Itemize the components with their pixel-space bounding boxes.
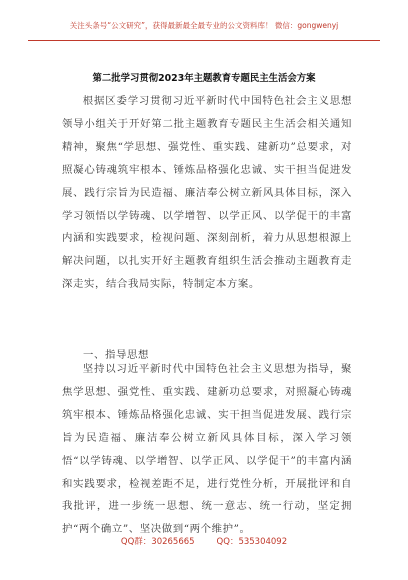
footer-qq-group-number: 30265665 xyxy=(151,537,195,547)
footer-qq-number: 535304092 xyxy=(238,537,288,547)
footer-qq-group-label: QQ群： xyxy=(120,537,152,547)
document-title: 第二批学习贯彻2023年主题教育专题民主生活会方案 xyxy=(92,73,316,84)
paragraph-intro: 根据区委学习贯彻习近平新时代中国特色社会主义思想领导小组关于开好第二批主题教育专题民主生活会相关通知精神，聚焦“学思想、强党性、重实践、建新功”总要求，对照凝心铸魂筑牢根本、锤炼品格强化忠诚、实干担当促进发展、践行宗旨为民造福、廉洁奉公树立新风具体目标，深入学习领悟以学铸魂、以学增智、以学正风、以学促干的丰富内涵和实践要求，检视问题、深刻剖析，着力从思想根源上解决问题，以扎实开好主题教育组织生活会推动主题教育走深走实，结合我局实际，特制定本方案。 xyxy=(62,95,352,291)
header-divider xyxy=(28,40,380,41)
paragraph-guiding-ideology: 坚持以习近平新时代中国特色社会主义思想为指导，聚焦学思想、强党性、重实践、建新功总要求，对照凝心铸魂筑牢根本、锤炼品格强化忠诚、实干担当促进发展、践行宗旨为民造福、廉洁奉公树立新风具体目标，深入学习领悟“以学铸魂、以学增智、以学正风、以学促干”的丰富内涵和实践要求，检视差距不足，进行党性分析，开展批评和自我批评，进一步统一思想、统一意志、统一行动，坚定拥护“两个确立”、坚决做到“两个维护”。 xyxy=(62,363,352,536)
header-banner-text: 关注头条号“公文研究”，获得最新最全最专业的公文资料库！ 微信：gongwenyj xyxy=(69,21,339,30)
footer-contact xyxy=(0,535,408,547)
section-heading-guiding-ideology: 一、指导思想 xyxy=(83,349,149,361)
footer-qq-label: QQ： xyxy=(216,537,239,547)
header-banner xyxy=(0,0,408,44)
